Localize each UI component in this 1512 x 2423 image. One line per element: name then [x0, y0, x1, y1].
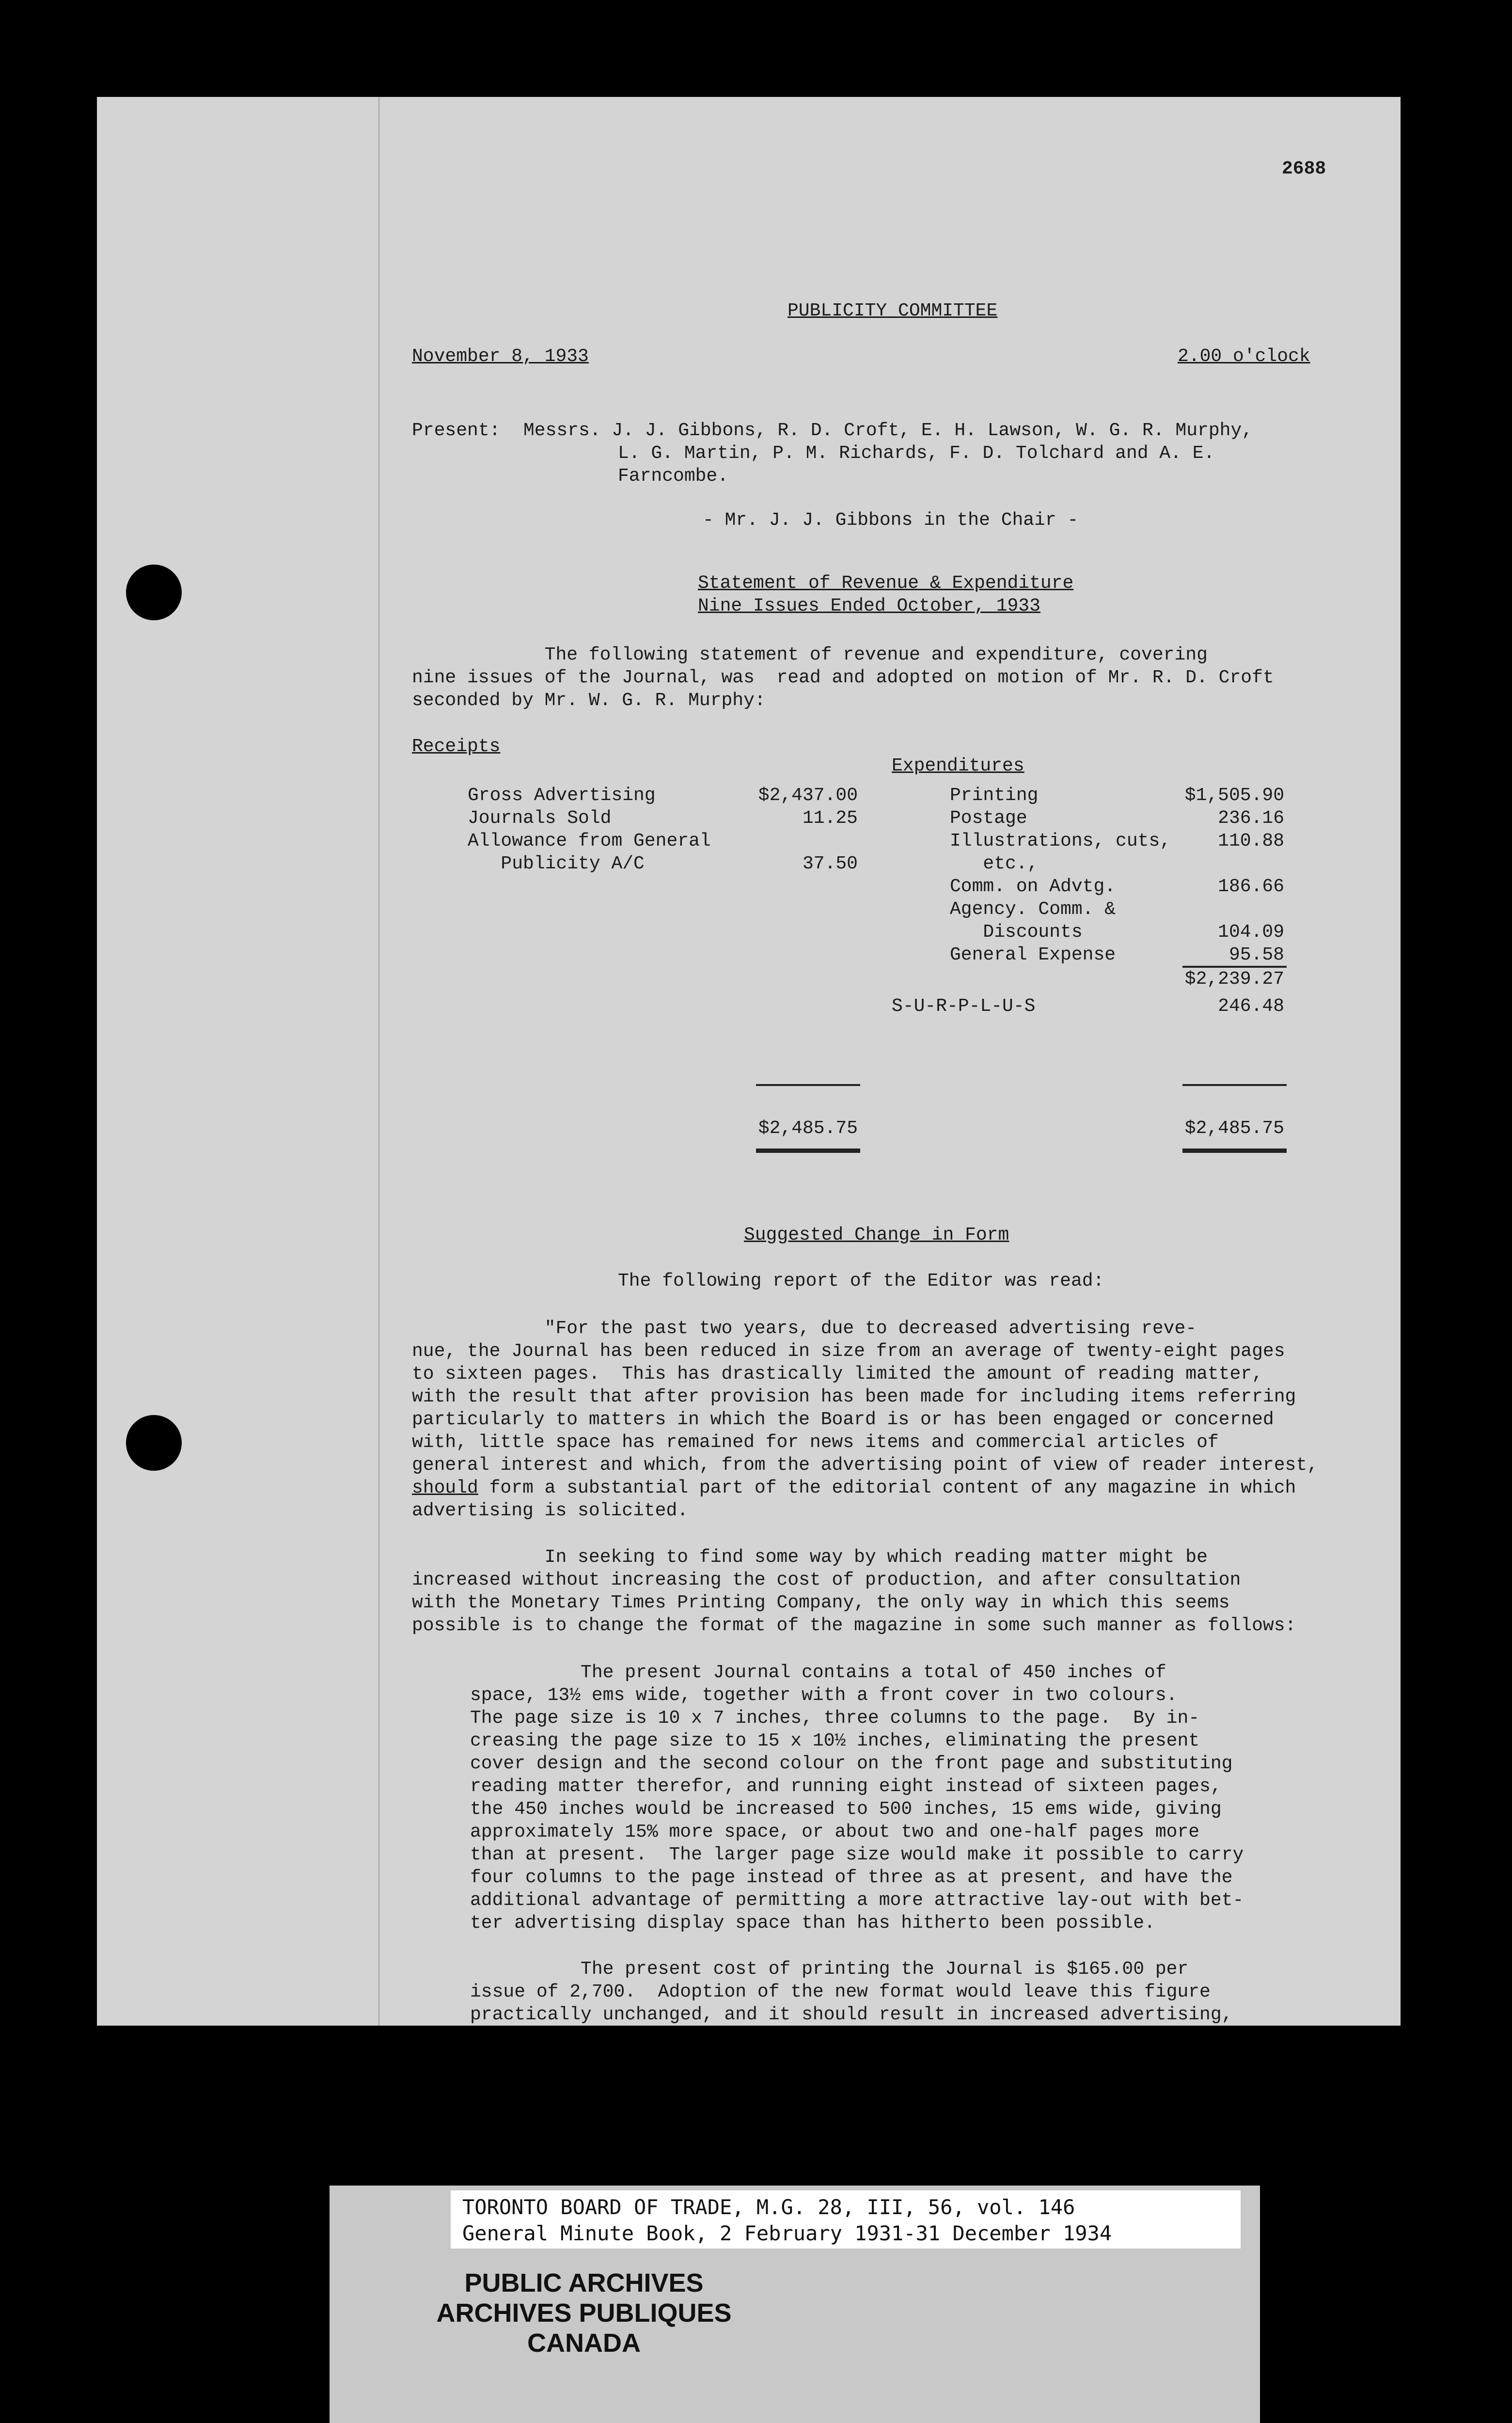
editor-report-intro: The following report of the Editor was read:	[618, 1271, 1104, 1291]
expense-value: 104.09	[1218, 922, 1284, 943]
expense-label: Illustrations, cuts,	[950, 831, 1171, 851]
archives-stamp-line: CANADA	[527, 2329, 641, 2358]
attendees-line: Farncombe.	[618, 466, 729, 487]
report-paragraph: The present Journal contains a total of 450 inches of space, 13½ ems wide, together with a front cover in two colours. The page size is 10 x 7 inches, three columns to the page. By in- creasing the page size to 15 x 10½ inches, eliminating the present cover design and the second colour on the front page and substituting reading matter therefor, and running eight instead of sixteen pages, the 450 inches would be increased to 500 inches, 15 ems wide, giving approximately 15% more space, or about two and one-half pages more than at present. The larger page size would make it possible to carry four columns to the page instead of three as at present, and have the additional advantage of permitting a more attractive lay-out with bet- ter advertising display space than has hitherto been possible.	[470, 1662, 1244, 1934]
receipt-value: 37.50	[802, 853, 858, 874]
archives-stamp-line: PUBLIC ARCHIVES	[464, 2268, 704, 2297]
expense-value: 110.88	[1218, 831, 1284, 851]
receipt-value: 11.25	[802, 808, 858, 829]
receipts-double-rule	[756, 1149, 860, 1153]
emphasis-should: should	[412, 1478, 478, 1498]
expense-value: $1,505.90	[1184, 785, 1284, 806]
change-heading: Suggested Change in Form	[744, 1225, 1009, 1245]
expense-value: 95.58	[1228, 944, 1284, 965]
report-paragraph: In seeking to find some way by which reading matter might be increased without increasing the cost of production, and after consultation with the Monetary Times Printing Company, the only way in which this seems possible is to change the format of the magazine in some such manner as follows:	[412, 1547, 1296, 1636]
expense-total-rule	[1182, 1084, 1287, 1086]
receipts-heading: Receipts	[412, 736, 501, 757]
expense-value: 236.16	[1218, 808, 1284, 829]
meeting-time: 2.00 o'clock	[1178, 346, 1310, 367]
report-paragraph: "For the past two years, due to decreased advertising reve- nue, the Journal has been reduced in size from an average of twenty-eight pages to sixteen pages. This has drastically limited the amount of reading matter, with the result that after provision has been made for including items referring particularly to matters in which the Board is or has been engaged or concerned with, little space has remained for news items and commercial articles of general interest and which, from the advertising point of view of reader interest,	[412, 1318, 1318, 1476]
report-paragraph-tail: form a substantial part of the editorial content of any magazine in which advertising is solicited.	[412, 1478, 1296, 1521]
expense-label: Agency. Comm. &	[950, 899, 1116, 920]
surplus-value: 246.48	[1218, 996, 1284, 1017]
archive-reference	[451, 2190, 1241, 2249]
receipt-value: $2,437.00	[758, 785, 858, 806]
expense-label: Comm. on Advtg.	[950, 876, 1116, 897]
chair-note: - Mr. J. J. Gibbons in the Chair -	[703, 510, 1079, 531]
expense-label: General Expense	[950, 944, 1116, 965]
expense-value: 186.66	[1218, 876, 1284, 897]
meeting-date: November 8, 1933	[412, 346, 589, 367]
archives-stamp-line: ARCHIVES PUBLIQUES	[436, 2298, 732, 2328]
attendees-line: Messrs. J. J. Gibbons, R. D. Croft, E. H. Lawson, W. G. R. Murphy,	[523, 420, 1253, 441]
page-number: 2688	[1282, 158, 1326, 179]
surplus-label: S-U-R-P-L-U-S	[892, 996, 1036, 1017]
report-paragraph-end	[412, 1477, 1296, 1522]
present-label: Present:	[412, 420, 501, 441]
expense-double-rule	[1182, 1149, 1287, 1153]
expense-label: Printing	[950, 785, 1039, 806]
punch-hole	[126, 565, 182, 620]
expenditures-heading: Expenditures	[892, 755, 1024, 776]
minute-page	[97, 97, 1401, 2026]
receipt-label: Journals Sold	[468, 808, 612, 829]
receipts-sum-rule	[756, 1084, 860, 1086]
attendees-line: L. G. Martin, P. M. Richards, F. D. Tolchard and A. E.	[618, 443, 1215, 464]
statement-title: Statement of Revenue & Expenditure	[698, 573, 1074, 594]
archives-stamp	[330, 2268, 838, 2358]
expense-label: etc.,	[950, 853, 1039, 874]
report-paragraph: The present cost of printing the Journal is $165.00 per issue of 2,700. Adoption of the new format would leave this figure practically unchanged, and it should result in increased advertising,	[470, 1959, 1233, 2025]
margin-rule	[378, 97, 380, 2026]
committee-heading: PUBLICITY COMMITTEE	[788, 300, 998, 321]
receipt-label: Publicity A/C	[468, 853, 645, 874]
statement-subtitle: Nine Issues Ended October, 1933	[698, 596, 1040, 616]
expense-label: Discounts	[950, 922, 1083, 943]
expense-label: Postage	[950, 808, 1027, 829]
receipt-label: Gross Advertising	[468, 785, 656, 806]
receipts-total: $2,485.75	[758, 1118, 858, 1139]
archive-label	[330, 2186, 1260, 2423]
archive-reference-line: General Minute Book, 2 February 1931-31 December 1934	[462, 2221, 1112, 2245]
statement-intro: The following statement of revenue and expenditure, covering nine issues of the Journal, was read and adopted on motion of Mr. R. D. Croft seconded by Mr. W. G. R. Murphy:	[412, 645, 1274, 711]
receipt-label: Allowance from General	[468, 831, 711, 851]
expense-total: $2,485.75	[1184, 1118, 1284, 1139]
archive-reference-line: TORONTO BOARD OF TRADE, M.G. 28, III, 56, vol. 146	[462, 2195, 1075, 2219]
punch-hole	[126, 1415, 182, 1471]
expense-subtotal: $2,239.27	[1184, 969, 1284, 990]
